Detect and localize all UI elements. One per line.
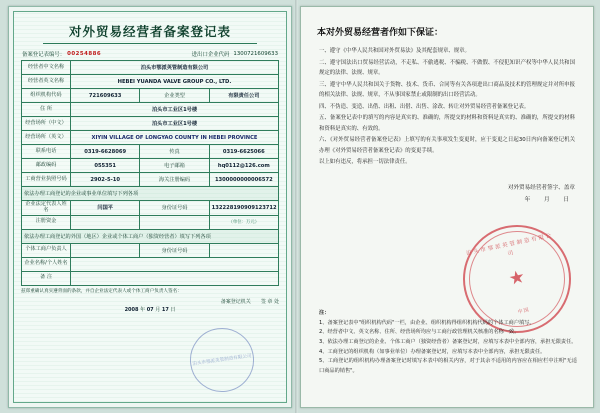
page-title: 对外贸易经营者备案登记表 bbox=[68, 24, 231, 39]
row-label-2: 电子邮箱 bbox=[140, 159, 209, 173]
row-value: 0319-6628069 bbox=[71, 145, 140, 159]
row-value: 泊头市工业区1号楼 bbox=[71, 117, 279, 131]
section-header-row bbox=[22, 187, 279, 201]
customs-code-value: 1300721609633 bbox=[233, 51, 278, 57]
row-value: 721609633 bbox=[71, 89, 140, 103]
terms-paragraph: 六、《对外贸易经营者备案登记表》上填写的有关事项发生变更时，应于变更之日起30日内向备案登记机关办理《对外贸易经营者备案登记表》的变更手续。 bbox=[319, 137, 575, 154]
row-label: 经营者中文名称 bbox=[22, 61, 71, 75]
row-value: 泊头市工业区1号楼 bbox=[71, 103, 279, 117]
date-year-label: 年 bbox=[140, 306, 146, 313]
row-value-2: 1300000000006572 bbox=[209, 173, 278, 187]
row-label-2: 企业类型 bbox=[140, 89, 209, 103]
row-value-2: 0319-6625066 bbox=[209, 145, 278, 159]
row-label-2: 身份证号码 bbox=[140, 201, 209, 216]
customs-code-label: 进出口企业代码 bbox=[191, 52, 230, 58]
table-row bbox=[22, 117, 279, 131]
row-value: 闫国平 bbox=[71, 201, 140, 216]
reg-number-value: 00254886 bbox=[67, 51, 102, 57]
row-value bbox=[71, 215, 140, 229]
terms-paragraph: 二、遵守国法出口贸易经营活动，不走私、不偷逃税、不骗税、不做假、不侵犯知识产权等中华人民共和国规定的法律、法规、规章。 bbox=[319, 59, 575, 77]
terms-title: 本对外贸易经营者作如下保证： bbox=[317, 28, 444, 38]
row-value-2: 有限责任公司 bbox=[209, 89, 278, 103]
seal-arc-text: 泊头市鄂派英管制造有限公司 bbox=[465, 232, 554, 257]
row-value-2: hq0112@126.com bbox=[209, 159, 278, 173]
table-row bbox=[22, 243, 279, 257]
terms-paragraph: 以上如有违反，将承担一切法律责任。 bbox=[319, 159, 411, 166]
terms-body bbox=[319, 46, 575, 168]
table-row bbox=[22, 75, 279, 89]
row-label-2: 海关注册编码 bbox=[140, 173, 209, 187]
row-label-2: 传真 bbox=[140, 145, 209, 159]
seal-bottom-text: 中国 bbox=[517, 307, 531, 316]
table-row bbox=[22, 159, 279, 173]
date-day-label: 日 bbox=[170, 306, 176, 313]
table-row bbox=[22, 257, 279, 271]
date-year: 2008 bbox=[124, 306, 139, 313]
table-row bbox=[22, 145, 279, 159]
notes-block bbox=[319, 309, 577, 376]
company-seal-left: 泊头市鄂派英管制造有限公司 bbox=[186, 324, 258, 396]
row-value: 2902-5-10 bbox=[71, 173, 140, 187]
seal-star-icon: ★ bbox=[506, 266, 527, 291]
left-form-border bbox=[13, 11, 287, 403]
table-row bbox=[22, 89, 279, 103]
date-month: 07 bbox=[146, 306, 154, 313]
row-label: 企业名称/个人姓名 bbox=[22, 257, 71, 271]
table-row bbox=[22, 215, 279, 229]
main-info-table bbox=[21, 60, 279, 286]
reg-number-label: 备案登记表编号： bbox=[22, 52, 66, 58]
remark-value bbox=[71, 271, 279, 285]
section-header-row bbox=[22, 229, 279, 243]
row-value: XIYIN VILLAGE OF LONGYAO COUNTY IN HEBEI PROVINCE bbox=[71, 131, 279, 145]
row-label: 经营场所（中文） bbox=[22, 117, 71, 131]
row-label: 组织机构代码 bbox=[22, 89, 71, 103]
row-label: 注册资金 bbox=[22, 215, 71, 229]
row-label: 工商营业执照号码 bbox=[22, 173, 71, 187]
registration-line bbox=[22, 50, 278, 58]
note-item: 3、依法办理工商登记的企业、个体工商户（独资经营者）备案登记时，应填写本表中全部内容，承担无限责任。 bbox=[319, 338, 577, 345]
left-form-sheet bbox=[8, 6, 292, 408]
seal-place-label: 签 章 处 bbox=[260, 298, 279, 305]
signature-row bbox=[21, 298, 279, 305]
note-item: 5、工商登记的组织机构办理备案登记时填写本表中的相关内容，对于其余不适用的内容应在相应栏中注明"无适口商品的销售"。 bbox=[319, 358, 577, 374]
row-value bbox=[71, 243, 140, 257]
signature-date-line: 年 月 日 bbox=[524, 197, 575, 204]
section-1-header: 依法办理工商登记的企业或事业单位填写下列各项 bbox=[22, 187, 279, 201]
notes-header: 注： bbox=[319, 310, 330, 316]
title-underline bbox=[43, 43, 257, 44]
page-fold bbox=[295, 0, 298, 413]
row-label-2 bbox=[140, 215, 209, 229]
table-row bbox=[22, 201, 279, 216]
row-value: 泊头市鄂派英管制造有限公司 bbox=[71, 61, 279, 75]
table-row bbox=[22, 103, 279, 117]
row-label: 企业法定代表人姓名 bbox=[22, 201, 71, 216]
signature-label: 对外贸易经营者签字、盖章 bbox=[507, 184, 575, 191]
signature-block bbox=[301, 182, 575, 207]
row-label: 邮政编码 bbox=[22, 159, 71, 173]
date-row bbox=[21, 306, 279, 313]
table-row bbox=[22, 173, 279, 187]
table-row bbox=[22, 131, 279, 145]
row-value-2: （单位：万元） bbox=[209, 215, 278, 229]
row-label: 经营者英文名称 bbox=[22, 75, 71, 89]
section-2-header: 依法办理工商登记的外国（地区）企业或个体工商户（独资经营者）填写下列各项 bbox=[22, 229, 279, 243]
row-label: 联系电话 bbox=[22, 145, 71, 159]
terms-paragraph: 四、不伪造、变造、出借、出租、出借、出售、涂改、转让对外贸易经营者备案登记表。 bbox=[319, 103, 530, 110]
row-value-2 bbox=[209, 243, 278, 257]
note-item: 2、经营者中文、英文名称、住所、经营场所均应与工商行政管理机关核准的名称一致。 bbox=[319, 329, 520, 336]
remark-label: 备 注 bbox=[22, 271, 71, 285]
row-label: 住 所 bbox=[22, 103, 71, 117]
date-month-label: 月 bbox=[155, 306, 161, 313]
row-label-2: 身份证号码 bbox=[140, 243, 209, 257]
right-terms-sheet bbox=[300, 6, 594, 408]
note-item: 1、备案登记表中"组织机构代码"一栏，由企业、组织机构得组织机构代码的个体工商户填写。 bbox=[319, 319, 535, 326]
row-value: HEBEI YUANDA VALVE GROUP CO., LTD. bbox=[71, 75, 279, 89]
date-day: 17 bbox=[161, 306, 169, 313]
seal-authority-label: 备案登记机关 bbox=[220, 298, 251, 305]
terms-paragraph: 三、遵守中华人民共和国关于货物、技术、货币、合同等有关各项进出口商品及技术的管理规定并对所申报的相关法律、法规、规章，不从事国家禁止或限制的出口经营活动。 bbox=[319, 81, 575, 99]
row-value bbox=[71, 257, 279, 271]
terms-paragraph: 五、备案登记表中的填写的内容是真实的、准确的，所提交的材料和资料是真实的、准确的，所提交的材料和资料是真实的、有效的。 bbox=[319, 115, 575, 132]
row-value-2: 132228190909123712 bbox=[209, 201, 278, 216]
table-row bbox=[22, 271, 279, 285]
terms-paragraph: 一、遵守《中华人民共和国对外贸易法》及其配套规章、规章。 bbox=[319, 48, 470, 54]
row-label: 经营场所（英文） bbox=[22, 131, 71, 145]
table-row bbox=[22, 61, 279, 75]
row-value: 055351 bbox=[71, 159, 140, 173]
row-label: 个体工商户负责人 bbox=[22, 243, 71, 257]
declaration-text: 兹郑重确认真实遵背面的条款，并自企业法定代表人或个体工商户负责人签名： bbox=[21, 288, 182, 294]
note-item: 4、工商登记的组织机构（如事业单位）办理备案登记时，应填写本表中全部内容，承担无限责任。 bbox=[319, 348, 546, 355]
